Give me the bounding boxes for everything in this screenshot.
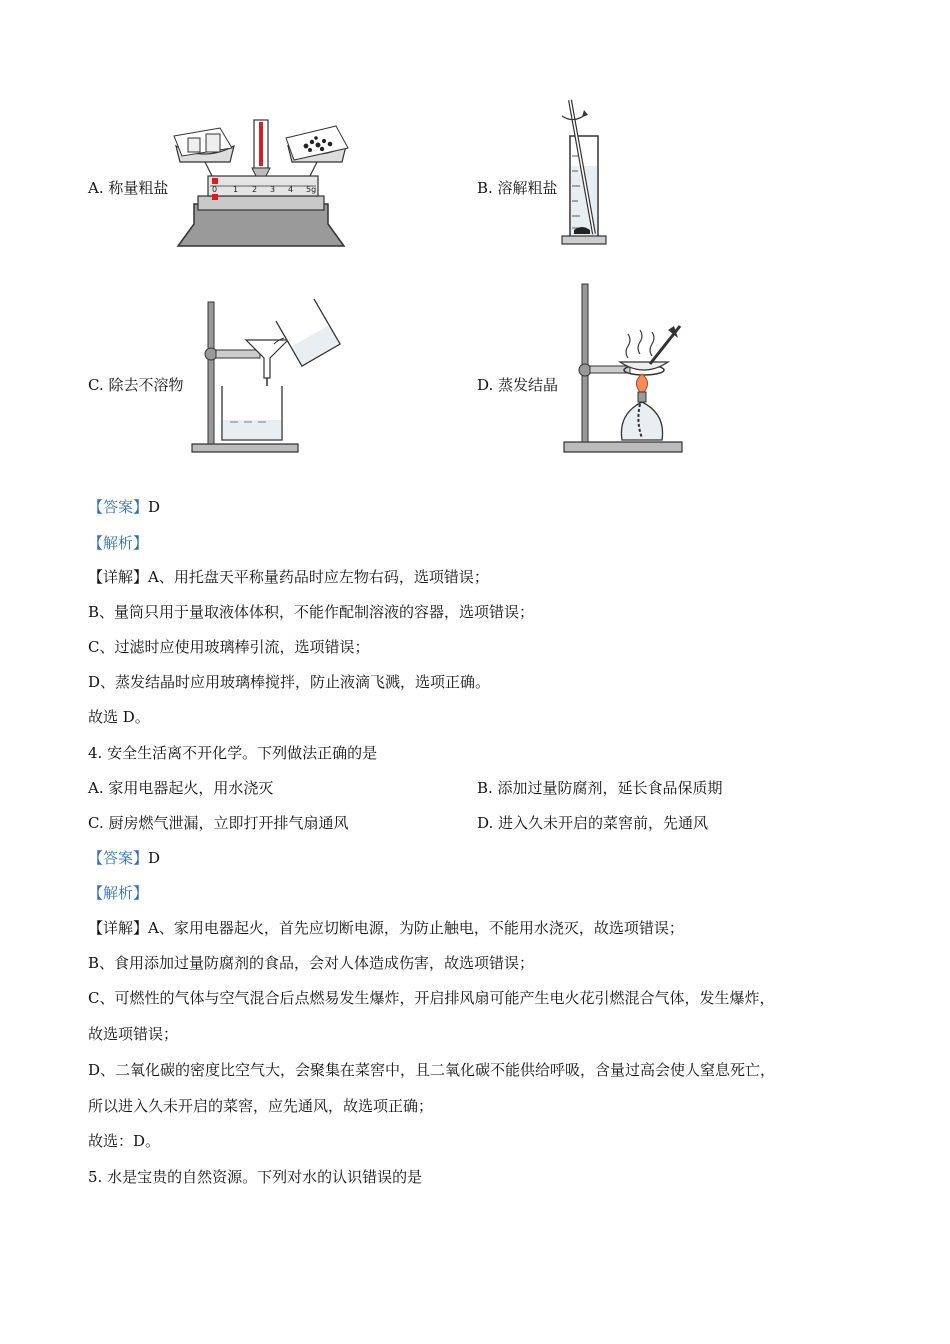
option-d-label: D. 蒸发结晶 [477, 376, 559, 394]
q4-option-b: B. 添加过量防腐剂，延长食品保质期 [477, 779, 723, 797]
q4-answer: D [148, 849, 161, 867]
q4-analysis-line [88, 882, 148, 903]
scale-mark-4: 4 [288, 185, 294, 194]
filtration-setup-figure [190, 296, 340, 454]
scale-mark-2: 2 [252, 185, 258, 194]
q3-detail-line-a [88, 566, 489, 587]
q4-detail-text: A、家用电器起火，首先应切断电源，为防止触电，不能用水浇灭，故选项错误； [148, 919, 684, 937]
option-b-label: B. 溶解粗盐 [477, 179, 558, 197]
analysis-tag: 【解析】 [88, 534, 149, 552]
q4-detail-line-c-cont: 故选项错误； [88, 1025, 179, 1043]
q4-conclusion: 故选：D。 [88, 1132, 161, 1150]
q3-conclusion: 故选 D。 [88, 708, 150, 726]
evaporation-setup-figure [562, 282, 688, 454]
q4-option-d: D. 进入久未开启的菜窖前，先通风 [477, 814, 709, 832]
q3-answer: D [148, 498, 161, 516]
q3-detail-text: A、用托盘天平称量药品时应左物右码，选项错误； [148, 568, 489, 586]
detail-tag: 【详解】 [88, 568, 149, 586]
answer-tag: 【答案】 [88, 498, 149, 516]
q4-detail-line-c: C、可燃性的气体与空气混合后点燃易发生爆炸，开启排风扇可能产生电火花引燃混合气体，发生爆炸， [88, 989, 775, 1007]
q4-detail-line-d-cont: 所以进入久未开启的菜窖，应先通风，故选项正确； [88, 1097, 434, 1115]
q4-detail-line-a [88, 917, 684, 938]
q3-detail-line-c: C、过滤时应使用玻璃棒引流，选项错误； [88, 638, 370, 656]
q3-analysis-line [88, 532, 148, 553]
q4-answer-line [88, 847, 160, 868]
q3-detail-line-d: D、蒸发结晶时应用玻璃棒搅拌，防止液滴飞溅，选项正确。 [88, 673, 491, 691]
option-a-label: A. 称量粗盐 [88, 179, 169, 197]
scale-mark-3: 3 [270, 185, 276, 194]
option-c-label: C. 除去不溶物 [88, 376, 184, 394]
q5-stem: 5. 水是宝贵的自然资源。下列对水的认识错误的是 [88, 1168, 423, 1186]
q4-detail-line-b: B、食用添加过量防腐剂的食品，会对人体造成伤害，故选项错误； [88, 954, 535, 972]
scale-mark-5g: 5g [306, 185, 317, 194]
q3-answer-line [88, 496, 160, 517]
graduated-cylinder-figure [560, 96, 610, 248]
q4-detail-line-d: D、二氧化碳的密度比空气大，会聚集在菜窖中，且二氧化碳不能供给呼吸，含量过高会使人窒息死亡， [88, 1061, 776, 1079]
q4-option-a: A. 家用电器起火，用水浇灭 [88, 779, 274, 797]
scale-mark-1: 1 [233, 185, 239, 194]
detail-tag: 【详解】 [88, 919, 149, 937]
analysis-tag: 【解析】 [88, 884, 149, 902]
answer-tag: 【答案】 [88, 849, 149, 867]
balance-scale-figure [172, 112, 350, 248]
q3-detail-line-b: B、量筒只用于量取液体体积，不能作配制溶液的容器，选项错误； [88, 603, 535, 621]
q4-option-c: C. 厨房燃气泄漏，立即打开排气扇通风 [88, 814, 349, 832]
scale-mark-0: 0 [212, 185, 218, 194]
q4-stem: 4. 安全生活离不开化学。下列做法正确的是 [88, 744, 378, 762]
